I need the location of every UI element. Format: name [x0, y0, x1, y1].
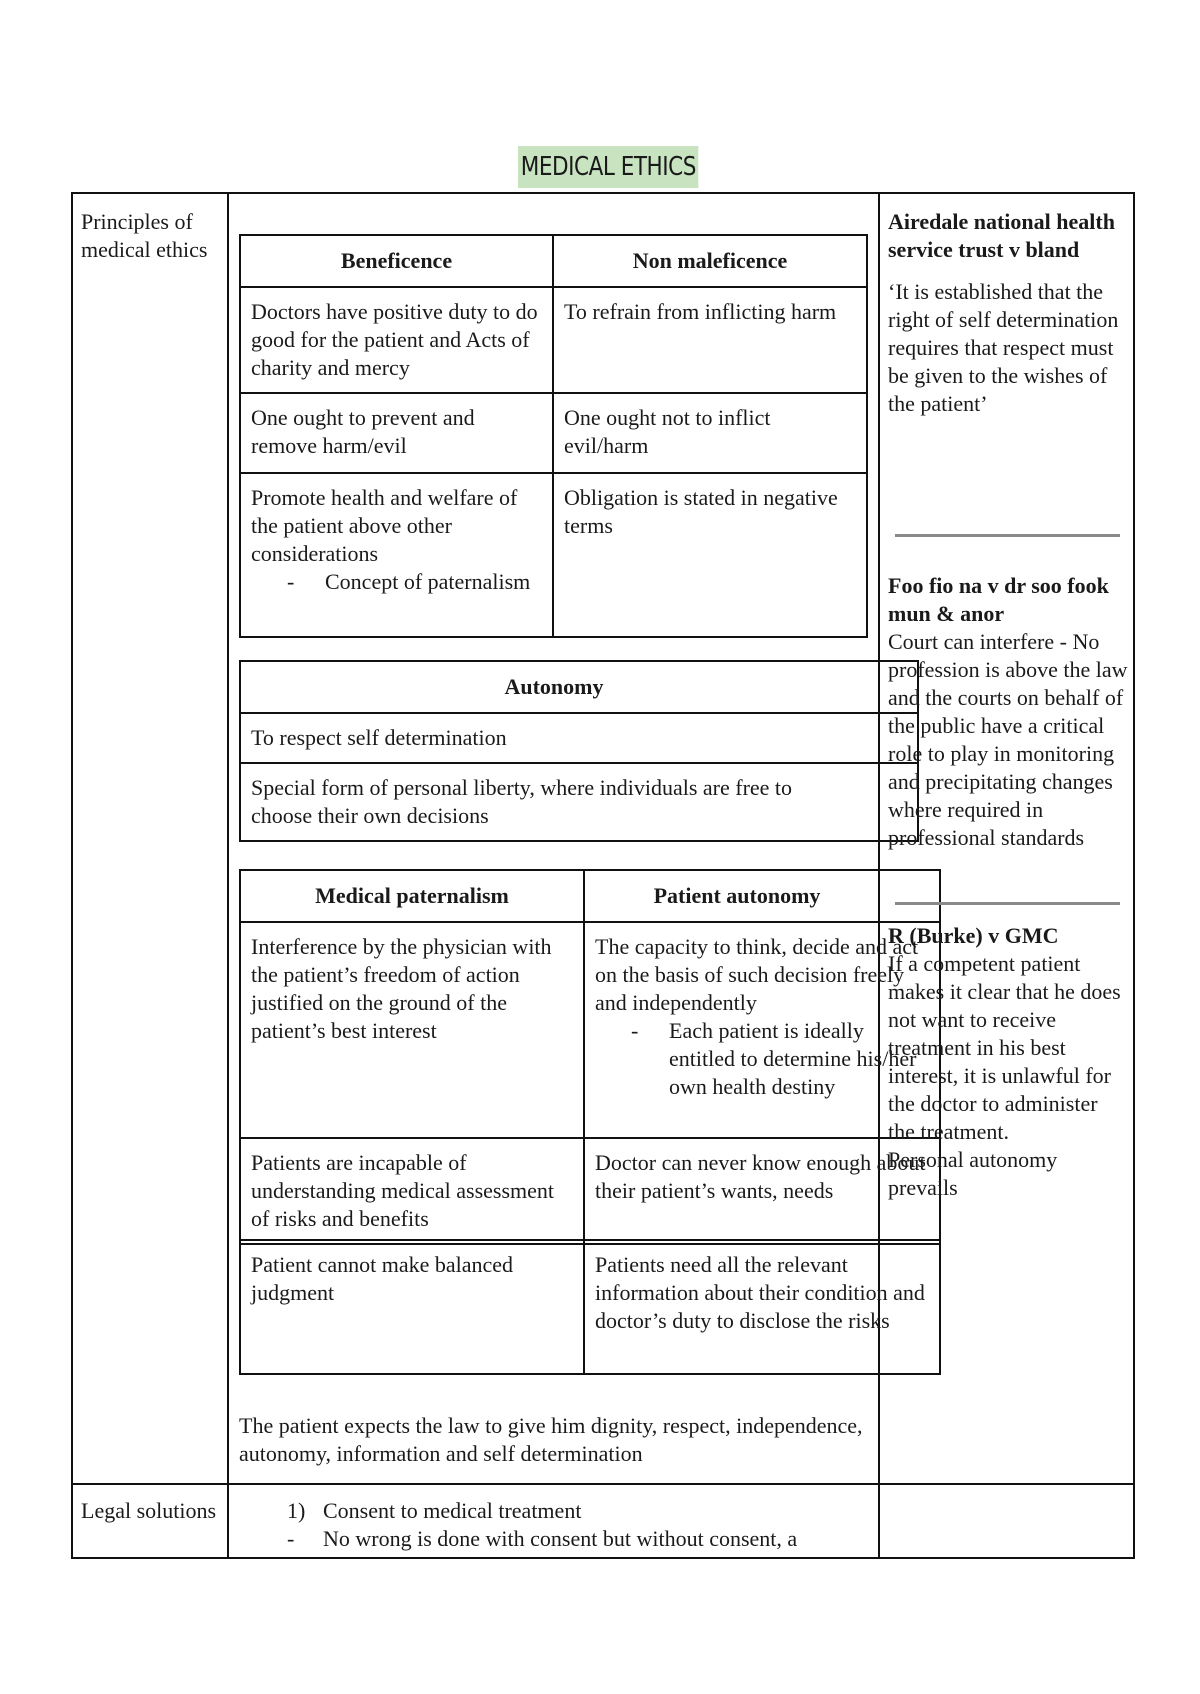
- legal-list: [239, 1497, 869, 1553]
- paternalism-table-wrap: [239, 869, 926, 1279]
- header-beneficence: Beneficence: [240, 235, 553, 287]
- table-cell: Patient cannot make balanced judgment: [240, 1240, 584, 1374]
- table-cell: Doctor can never know enough about their patient’s wants, needs: [584, 1138, 940, 1244]
- list-text: No wrong is done with consent but without consent, a: [323, 1526, 798, 1551]
- bullet-text: Concept of paternalism: [325, 569, 531, 594]
- cell-text: The capacity to think, decide and act on the basis of such decision freely and independently: [595, 934, 919, 1015]
- separator: [895, 534, 1120, 537]
- table-cell: Obligation is stated in negative terms: [553, 473, 867, 637]
- table-cell: One ought not to inflict evil/harm: [553, 393, 867, 473]
- closing-text: The patient expects the law to give him dignity, respect, independence, autonomy, information and self determination: [239, 1413, 863, 1466]
- numbered-item: [239, 1497, 869, 1525]
- table-cell: To respect self determination: [240, 713, 918, 763]
- paternalism-table-tail: [239, 1239, 925, 1379]
- row-label-principles: Principles of medical ethics: [81, 209, 208, 262]
- case-text: If a competent patient makes it clear that he does not want to receive treatment in his best interest, it is unlawful for the doctor to administer the treatment.: [888, 951, 1121, 1144]
- table-cell: [240, 473, 553, 637]
- table-cell: Patients are incapable of understanding medical assessment of risks and benefits: [240, 1138, 584, 1244]
- separator: [895, 902, 1120, 905]
- row-divider: [73, 1483, 1133, 1485]
- table-cell: Patients need all the relevant information about their condition and doctor’s duty to disclose the risks: [584, 1240, 940, 1374]
- column-divider: [227, 194, 229, 1557]
- main-table: [71, 192, 1135, 1559]
- cell-text: Promote health and welfare of the patient above other considerations: [251, 485, 518, 566]
- bullet-text: Each patient is ideally entitled to determine his/her own health destiny: [669, 1018, 917, 1099]
- case-text: Court can interfere - No profession is above the law and the courts on behalf of the public have a critical role to play in monitoring and precipitating changes where required in professional standards: [888, 629, 1128, 850]
- list-marker: -: [287, 1526, 295, 1551]
- case-name: Foo fio na v dr soo fook mun & anor: [888, 573, 1109, 626]
- paternalism-table: [239, 869, 941, 1245]
- case-name: Airedale national health service trust v bland: [888, 209, 1115, 262]
- case-name: R (Burke) v GMC: [888, 923, 1059, 948]
- case-burke: [888, 922, 1128, 1202]
- table-cell: Special form of personal liberty, where individuals are free to choose their own decisions: [240, 763, 918, 841]
- page-title: MEDICAL ETHICS: [518, 146, 699, 188]
- list-marker: 1): [287, 1498, 306, 1523]
- list-text: Consent to medical treatment: [323, 1498, 582, 1523]
- case-text: Personal autonomy prevails: [888, 1147, 1058, 1200]
- table-cell: Doctors have positive duty to do good for the patient and Acts of charity and mercy: [240, 287, 553, 393]
- table-cell: To refrain from inflicting harm: [553, 287, 867, 393]
- header-autonomy: Autonomy: [240, 661, 918, 713]
- bullet-item: - Each patient is ideally entitled to determine his/her own health destiny: [595, 1017, 929, 1101]
- beneficence-table: [239, 234, 868, 638]
- row-label-legal: Legal solutions: [81, 1498, 217, 1523]
- autonomy-table-wrap: [239, 660, 879, 860]
- header-medical-paternalism: Medical paternalism: [240, 870, 584, 922]
- dash-item: [239, 1525, 869, 1553]
- header-patient-autonomy: Patient autonomy: [584, 870, 940, 922]
- case-airedale: [888, 208, 1128, 418]
- header-non-maleficence: Non maleficence: [553, 235, 867, 287]
- autonomy-table: [239, 660, 919, 842]
- case-text: ‘It is established that the right of self determination requires that respect must be given to the wishes of the patient’: [888, 279, 1119, 416]
- paternalism-table-last-row: [239, 1239, 941, 1375]
- bullet-item: - Concept of paternalism: [287, 569, 531, 594]
- table-cell: Interference by the physician with the patient’s freedom of action justified on the ground of the patient’s best interest: [240, 922, 584, 1138]
- case-foo-fio-na: [888, 572, 1128, 852]
- table-cell: [584, 922, 940, 1138]
- table-cell: One ought to prevent and remove harm/evil: [240, 393, 553, 473]
